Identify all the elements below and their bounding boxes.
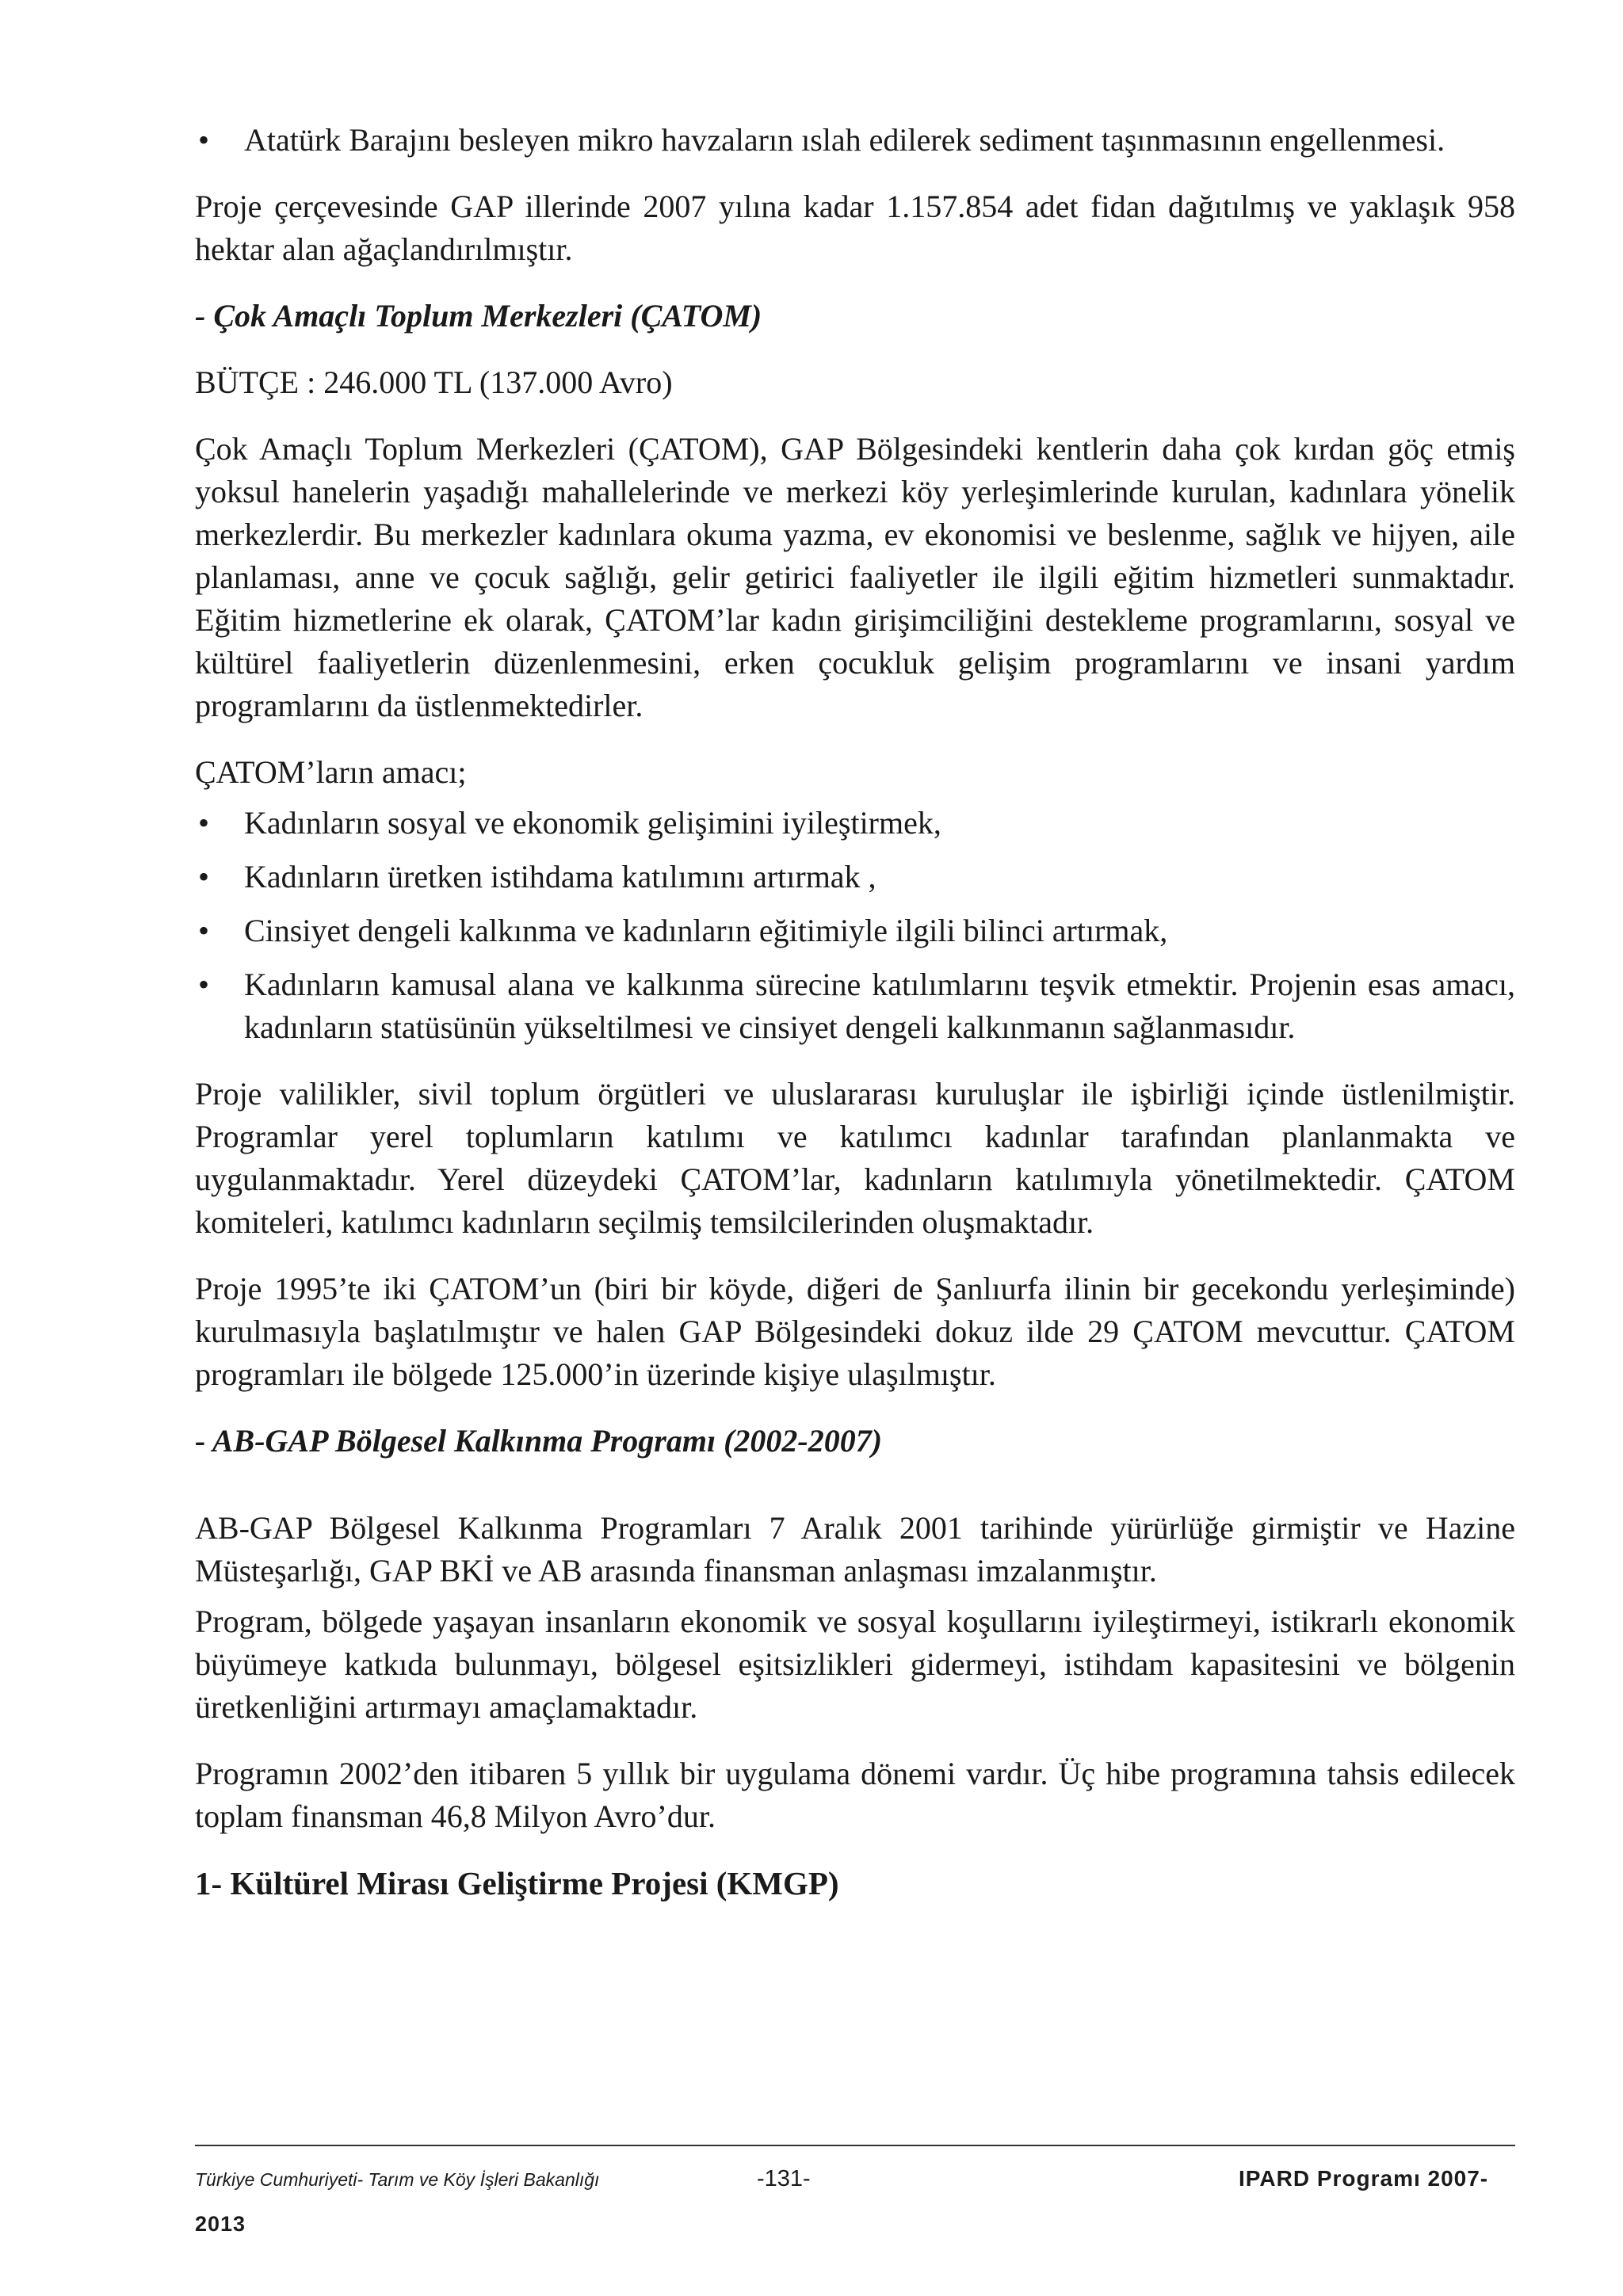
paragraph-valilik: Proje valilikler, sivil toplum örgütleri ve uluslararası kuruluşlar ile işbirliği içinde üstlenilmiştir. Programlar yerel toplumların katılımı ve katılımcı kadınlar tarafından planlanmakta ve uygulanmaktadır. Yerel düzeydeki ÇATOM’lar, kadınların katılımıyla yönetilmektedir. ÇATOM komiteleri, katılımcı kadınların seçilmiş temsilcilerinden oluşmaktadır. bbox=[195, 1076, 1515, 1240]
list-item: • Kadınların üretken istihdama katılımını artırmak , bbox=[195, 856, 1515, 898]
list-item: • Atatürk Barajını besleyen mikro havzaların ıslah edilerek sediment taşınmasının engellenmesi. bbox=[195, 119, 1515, 162]
list-item: • Cinsiyet dengeli kalkınma ve kadınların eğitimiyle ilgili bilinci artırmak, bbox=[195, 910, 1515, 952]
paragraph-abgap-1: AB-GAP Bölgesel Kalkınma Programları 7 Aralık 2001 tarihinde yürürlüğe girmiştir ve Hazine Müsteşarlığı, GAP BKİ ve AB arasında finansman anlaşması imzalanmıştır. bbox=[195, 1510, 1515, 1589]
paragraph-abgap-3: Programın 2002’den itibaren 5 yıllık bir uygulama dönemi vardır. Üç hibe programına tahsis edilecek toplam finansman 46,8 Milyon Avro’dur. bbox=[195, 1756, 1515, 1834]
heading-catom: - Çok Amaçlı Toplum Merkezleri (ÇATOM) bbox=[195, 298, 762, 334]
aims-intro: ÇATOM’ların amacı; bbox=[195, 754, 467, 790]
heading-abgap: - AB-GAP Bölgesel Kalkınma Programı (2002-2007) bbox=[195, 1423, 883, 1459]
paragraph-catom: Çok Amaçlı Toplum Merkezleri (ÇATOM), GAP Bölgesindeki kentlerin daha çok kırdan göç etmiş yoksul hanelerin yaşadığı mahallelerinde ve merkezi köy yerleşimlerinde kurulan, kadınlara yönelik merkezlerdir. Bu merkezler kadınlara okuma yazma, ev ekonomisi ve beslenme, sağlık ve hijyen, aile planlaması, anne ve çocuk sağlığı, gelir getirici faaliyetler ile ilgili eğitim hizmetleri sunmaktadır. Eğitim hizmetlerine ek olarak, ÇATOM’lar kadın girişimciliğini destekleme programlarını, sosyal ve kültürel faaliyetlerin düzenlenmesini, erken çocukluk gelişim programlarını ve insani yardım programlarını da üstlenmektedirler. bbox=[195, 431, 1515, 723]
paragraph-abgap-2: Program, bölgede yaşayan insanların ekonomik ve sosyal koşullarını iyileştirmeyi, istikrarlı ekonomik büyümeye katkıda bulunmayı, bölgesel eşitsizlikleri gidermeyi, istihdam kapasitesini ve bölgenin üretkenliğini artırmayı amaçlamaktadır. bbox=[195, 1604, 1515, 1725]
list-item: • Kadınların sosyal ve ekonomik gelişimini iyileştirmek, bbox=[195, 802, 1515, 845]
paragraph-1995: Proje 1995’te iki ÇATOM’un (biri bir köyde, diğeri de Şanlıurfa ilinin bir gecekondu yerleşiminde) kurulmasıyla başlatılmıştır ve halen GAP Bölgesindeki dokuz ilde 29 ÇATOM mevcuttur. ÇATOM programları ile bölgede 125.000’in üzerinde kişiye ulaşılmıştır. bbox=[195, 1271, 1515, 1392]
footer-program: IPARD Programı 2007- bbox=[1239, 2166, 1489, 2191]
aims-list bbox=[195, 802, 1515, 1049]
list-item: • Kadınların kamusal alana ve kalkınma sürecine katılımlarını teşvik etmektir. Projenin esas amacı, kadınların statüsünün yükseltilmesi ve cinsiyet dengeli kalkınmanın sağlanmasıdır. bbox=[195, 963, 1515, 1049]
budget-line: BÜTÇE : 246.000 TL (137.000 Avro) bbox=[195, 364, 673, 400]
page-body bbox=[195, 119, 1515, 1905]
footer-ministry: Türkiye Cumhuriyeti- Tarım ve Köy İşleri Bakanlığı bbox=[195, 2169, 600, 2190]
paragraph-fidan: Proje çerçevesinde GAP illerinde 2007 yılına kadar 1.157.854 adet fidan dağıtılmış ve yaklaşık 958 hektar alan ağaçlandırılmıştır. bbox=[195, 189, 1515, 267]
footer-divider bbox=[195, 2145, 1515, 2146]
footer-page-number: -131- bbox=[757, 2166, 811, 2191]
bullet-list-top bbox=[195, 119, 1515, 162]
heading-kmgp: 1- Kültürel Mirası Geliştirme Projesi (KMGP) bbox=[195, 1865, 839, 1901]
footer-program-end: 2013 bbox=[195, 2212, 246, 2236]
